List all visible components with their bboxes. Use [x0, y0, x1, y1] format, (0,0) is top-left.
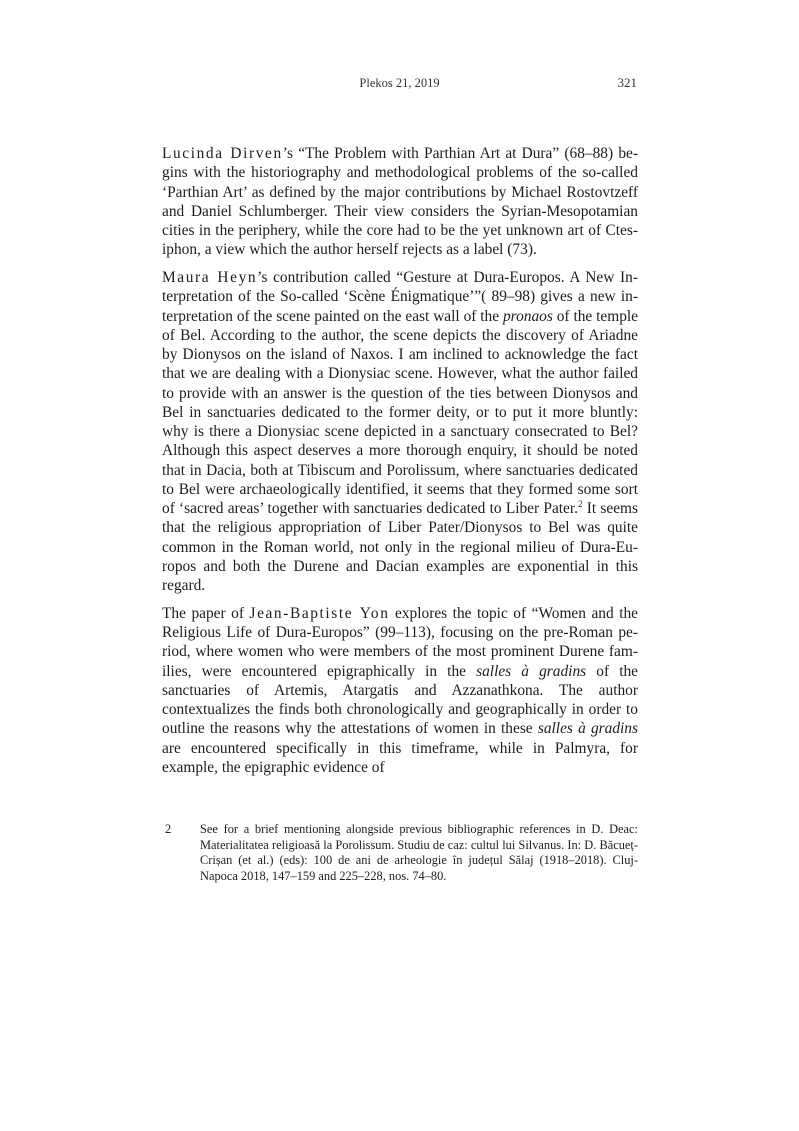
- footnote-number: 2: [165, 822, 172, 836]
- footnotes: [162, 822, 638, 884]
- journal-title: Plekos 21, 2019: [359, 76, 440, 90]
- page-number: 321: [617, 75, 637, 90]
- author-name: Lucinda Dirven: [162, 145, 283, 162]
- paragraph-text: ’s contribution called “Gesture at Dura-Europos. A New Interpretation of the So-called ‘Scène Énigmatique’”( 89–98) gives a new interpretation of the scene painted on the east wall of the: [162, 269, 638, 325]
- author-name: Jean-Baptiste Yon: [249, 604, 390, 622]
- paragraph-text: It seems that the religious appropriation of Liber Pater/Dionysos to Bel was quite common in the Roman world, not only in the regional milieu of Dura-Europos and both the Durene and Dacian examples are exponential in this regard.: [162, 500, 638, 594]
- italic-term: salles à gradins: [476, 662, 587, 680]
- paragraph-text: of the sanctuaries of Artemis, Atargatis and Azzanathkona. The author contextualizes the finds both chronologically and geographically in order to outline the reasons why the attestations of women in these: [162, 662, 638, 738]
- paragraph-text: explores the topic of “Women and the Religious Life of Dura-Europos” (99–113), focusing on the pre-Roman period, where women who were members of the most prominent Durene families, were encountered epigraphically in the: [162, 604, 638, 680]
- paragraph-text: of the temple of Bel. According to the author, the scene depicts the discovery of Ariadne by Dionysos on the island of Naxos. I am inclined to acknowledge the fact that we are dealing with a Dionysiac scene. However, what the author failed to provide with an answer is the question of the ties between Dionysos and Bel in sanctuaries dedicated to the former deity, or to put it more bluntly: why is there a Dionysiac scene depicted in a sanctuary consecrated to Bel? Although this aspect deserves a more thorough enquiry, it should be noted that in Dacia, both at Tibiscum and Porolissum, where sanctuaries dedicated to Bel were archaeologically identified, it seems that they formed some sort of ‘sacred areas’ together with sanctuaries dedicated to Liber Pater.: [162, 307, 639, 517]
- footnote-text: See for a brief mentioning alongside previous bibliographic references in D. Deac: Materialitatea religioasă la Porolissum. Studiu de caz: cultul lui Silvanus. In: D. Băcueț-Crișan (et al.) (eds): 100 de ani de arheologie în județul Sălaj (1918–2018). Cluj-Napoca 2018, 147–159 and 225–228, nos. 74–80.: [200, 822, 638, 883]
- italic-term: pronaos: [502, 307, 553, 325]
- paragraph-dirven: [162, 144, 638, 260]
- paragraph-heyn: [162, 268, 638, 595]
- paragraph-yon: [162, 604, 638, 777]
- footnote: [162, 822, 638, 884]
- body-text: [162, 144, 638, 786]
- paragraph-text: ’s “The Problem with Parthian Art at Dura” (68–88) begins with the historiography and methodological problems of the so-called ‘Parthian Art’ as defined by the major contributions by Michael Rostovtzeff and Daniel Schlumberger. Their view considers the Syrian-Mesopotamian cities in the periphery, while the core had to be the yet unknown art of Ctesiphon, a view which the author herself rejects as a label (73).: [162, 145, 638, 259]
- footnote-reference[interactable]: 2: [578, 499, 583, 509]
- paragraph-text: are encountered specifically in this timeframe, while in Palmyra, for example, the epigraphic evidence of: [162, 739, 638, 776]
- italic-term: salles à gradins: [537, 720, 638, 738]
- paragraph-text: The paper of: [162, 604, 250, 622]
- running-head: [162, 76, 637, 92]
- author-name: Maura Heyn: [162, 269, 258, 286]
